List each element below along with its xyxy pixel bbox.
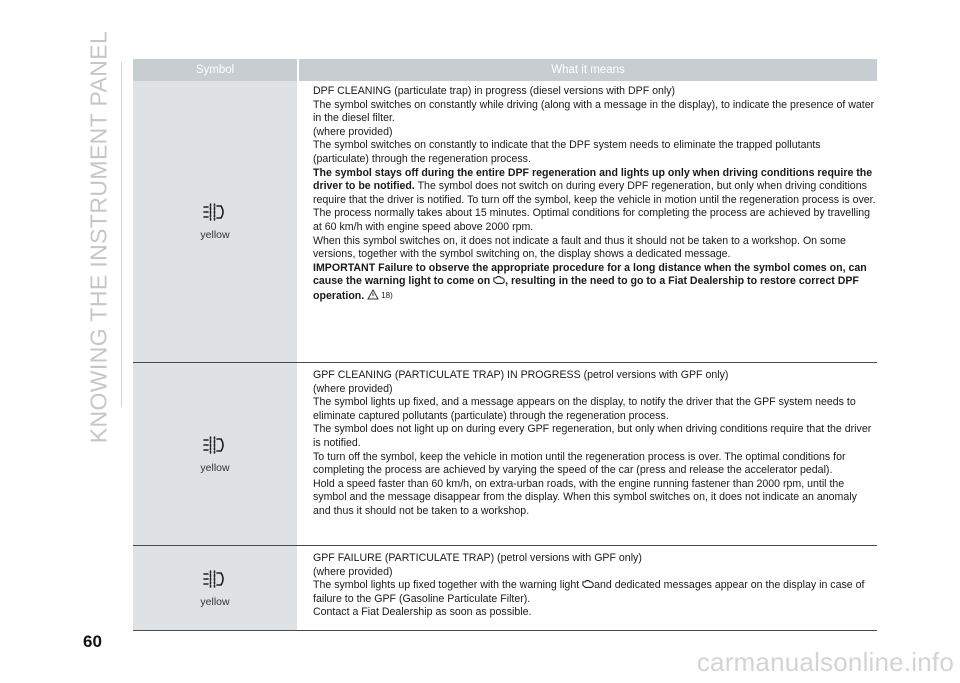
header-meaning: What it means <box>551 64 625 76</box>
important-note <box>313 262 877 304</box>
section-divider <box>121 62 122 407</box>
warning-lights-table <box>133 59 877 631</box>
text-fragment: and dedicated messages appear on the display in case of failure to the GPF (Gasoline Particulate Filter). <box>313 579 865 605</box>
text-line: The symbol switches on constantly while driving (along with a message in the display), to indicate the presence of water in the diesel filter. <box>313 98 875 125</box>
text-line: The symbol does not light up on during every GPF regeneration, but only when driving conditions require that the driver is notified. <box>313 423 872 449</box>
watermark: carmanualsonline.info <box>696 647 954 677</box>
text-line: The symbol switches on constantly to indicate that the DPF system needs to eliminate the trapped pollutants (particulate) through the regeneration process. <box>313 139 821 165</box>
text-paragraph <box>313 167 877 208</box>
text-fragment: The symbol lights up fixed together with the warning light <box>313 579 583 592</box>
gpf-failure-icon <box>202 569 228 589</box>
text-line: GPF CLEANING (PARTICULATE TRAP) IN PROGRESS (petrol versions with GPF only) <box>313 369 729 381</box>
meaning-cell <box>299 546 877 630</box>
header-symbol: Symbol <box>133 59 299 81</box>
text-line: The process normally takes about 15 minutes. Optimal conditions for completing the process are achieved by travelling at 60 km/h with engine speed above 2000 rpm. <box>313 207 871 233</box>
symbol-cell <box>133 81 299 362</box>
table-header <box>133 59 877 81</box>
text-line: The symbol lights up fixed, and a message appears on the display, to notify the driver that the GPF system needs to eliminate captured pollutants (particulate) through the regeneration process. <box>313 396 856 422</box>
text-line: (where provided) <box>313 125 393 138</box>
engine-warning-icon <box>493 275 505 285</box>
page-number: 60 <box>83 632 102 651</box>
section-title: KNOWING THE INSTRUMENT PANEL <box>85 30 112 444</box>
symbol-cell <box>133 546 299 630</box>
text-line: (where provided) <box>313 382 393 395</box>
important-text-end: , resulting in the need to go to a Fiat Dealership to restore correct DPF operation. <box>313 275 859 302</box>
color-label: yellow <box>200 595 230 608</box>
text-line: GPF FAILURE (PARTICULATE TRAP) (petrol versions with GPF only) <box>313 552 642 564</box>
important-text: IMPORTANT Failure to observe the appropriate procedure for a long distance when the symbol comes on, can cause the warning light to come on <box>313 261 867 288</box>
text-paragraph <box>313 579 877 606</box>
table-row <box>133 81 877 363</box>
color-label: yellow <box>200 229 230 241</box>
bold-sentence: The symbol stays off during the entire DPF regeneration and lights up only when driving conditions require the driver to be notified. <box>313 166 873 193</box>
text-fragment: The symbol does not switch on during every DPF regeneration, but only when driving conditions require that the driver is notified. To turn off the symbol, keep the vehicle in motion until the regeneration process is over. <box>313 180 876 206</box>
color-label: yellow <box>200 461 230 474</box>
text-line: DPF CLEANING (particulate trap) in progress (diesel versions with DPF only) <box>313 85 676 97</box>
symbol-cell <box>133 363 299 545</box>
reference-number: 18) <box>381 290 393 300</box>
meaning-cell <box>299 363 877 545</box>
warning-triangle-icon <box>367 289 379 300</box>
dpf-filter-icon <box>202 202 228 222</box>
text-line: Hold a speed faster than 60 km/h, on extra-urban roads, with the engine running fastener than 2000 rpm, until the symbol and the message disappear from the display. When this symbol switches on, it does not indicate an anomaly and thus it should not be taken to a workshop. <box>313 477 857 517</box>
text-line: When this symbol switches on, it does not indicate a fault and thus it should not be taken to a workshop. On some versions, together with the symbol switching on, the display shows a dedicated message. <box>313 234 846 261</box>
text-line: (where provided) <box>313 565 393 578</box>
table-row <box>133 363 877 546</box>
text-line: Contact a Fiat Dealership as soon as possible. <box>313 606 532 619</box>
text-line: To turn off the symbol, keep the vehicle in motion until the regeneration process is over. The optimal conditions for completing the process are achieved by varying the speed of the car (press and release the accelerator pedal). <box>313 450 846 477</box>
gpf-filter-icon <box>202 435 228 455</box>
table-row <box>133 546 877 631</box>
engine-warning-icon <box>582 579 594 589</box>
meaning-cell <box>299 81 877 362</box>
